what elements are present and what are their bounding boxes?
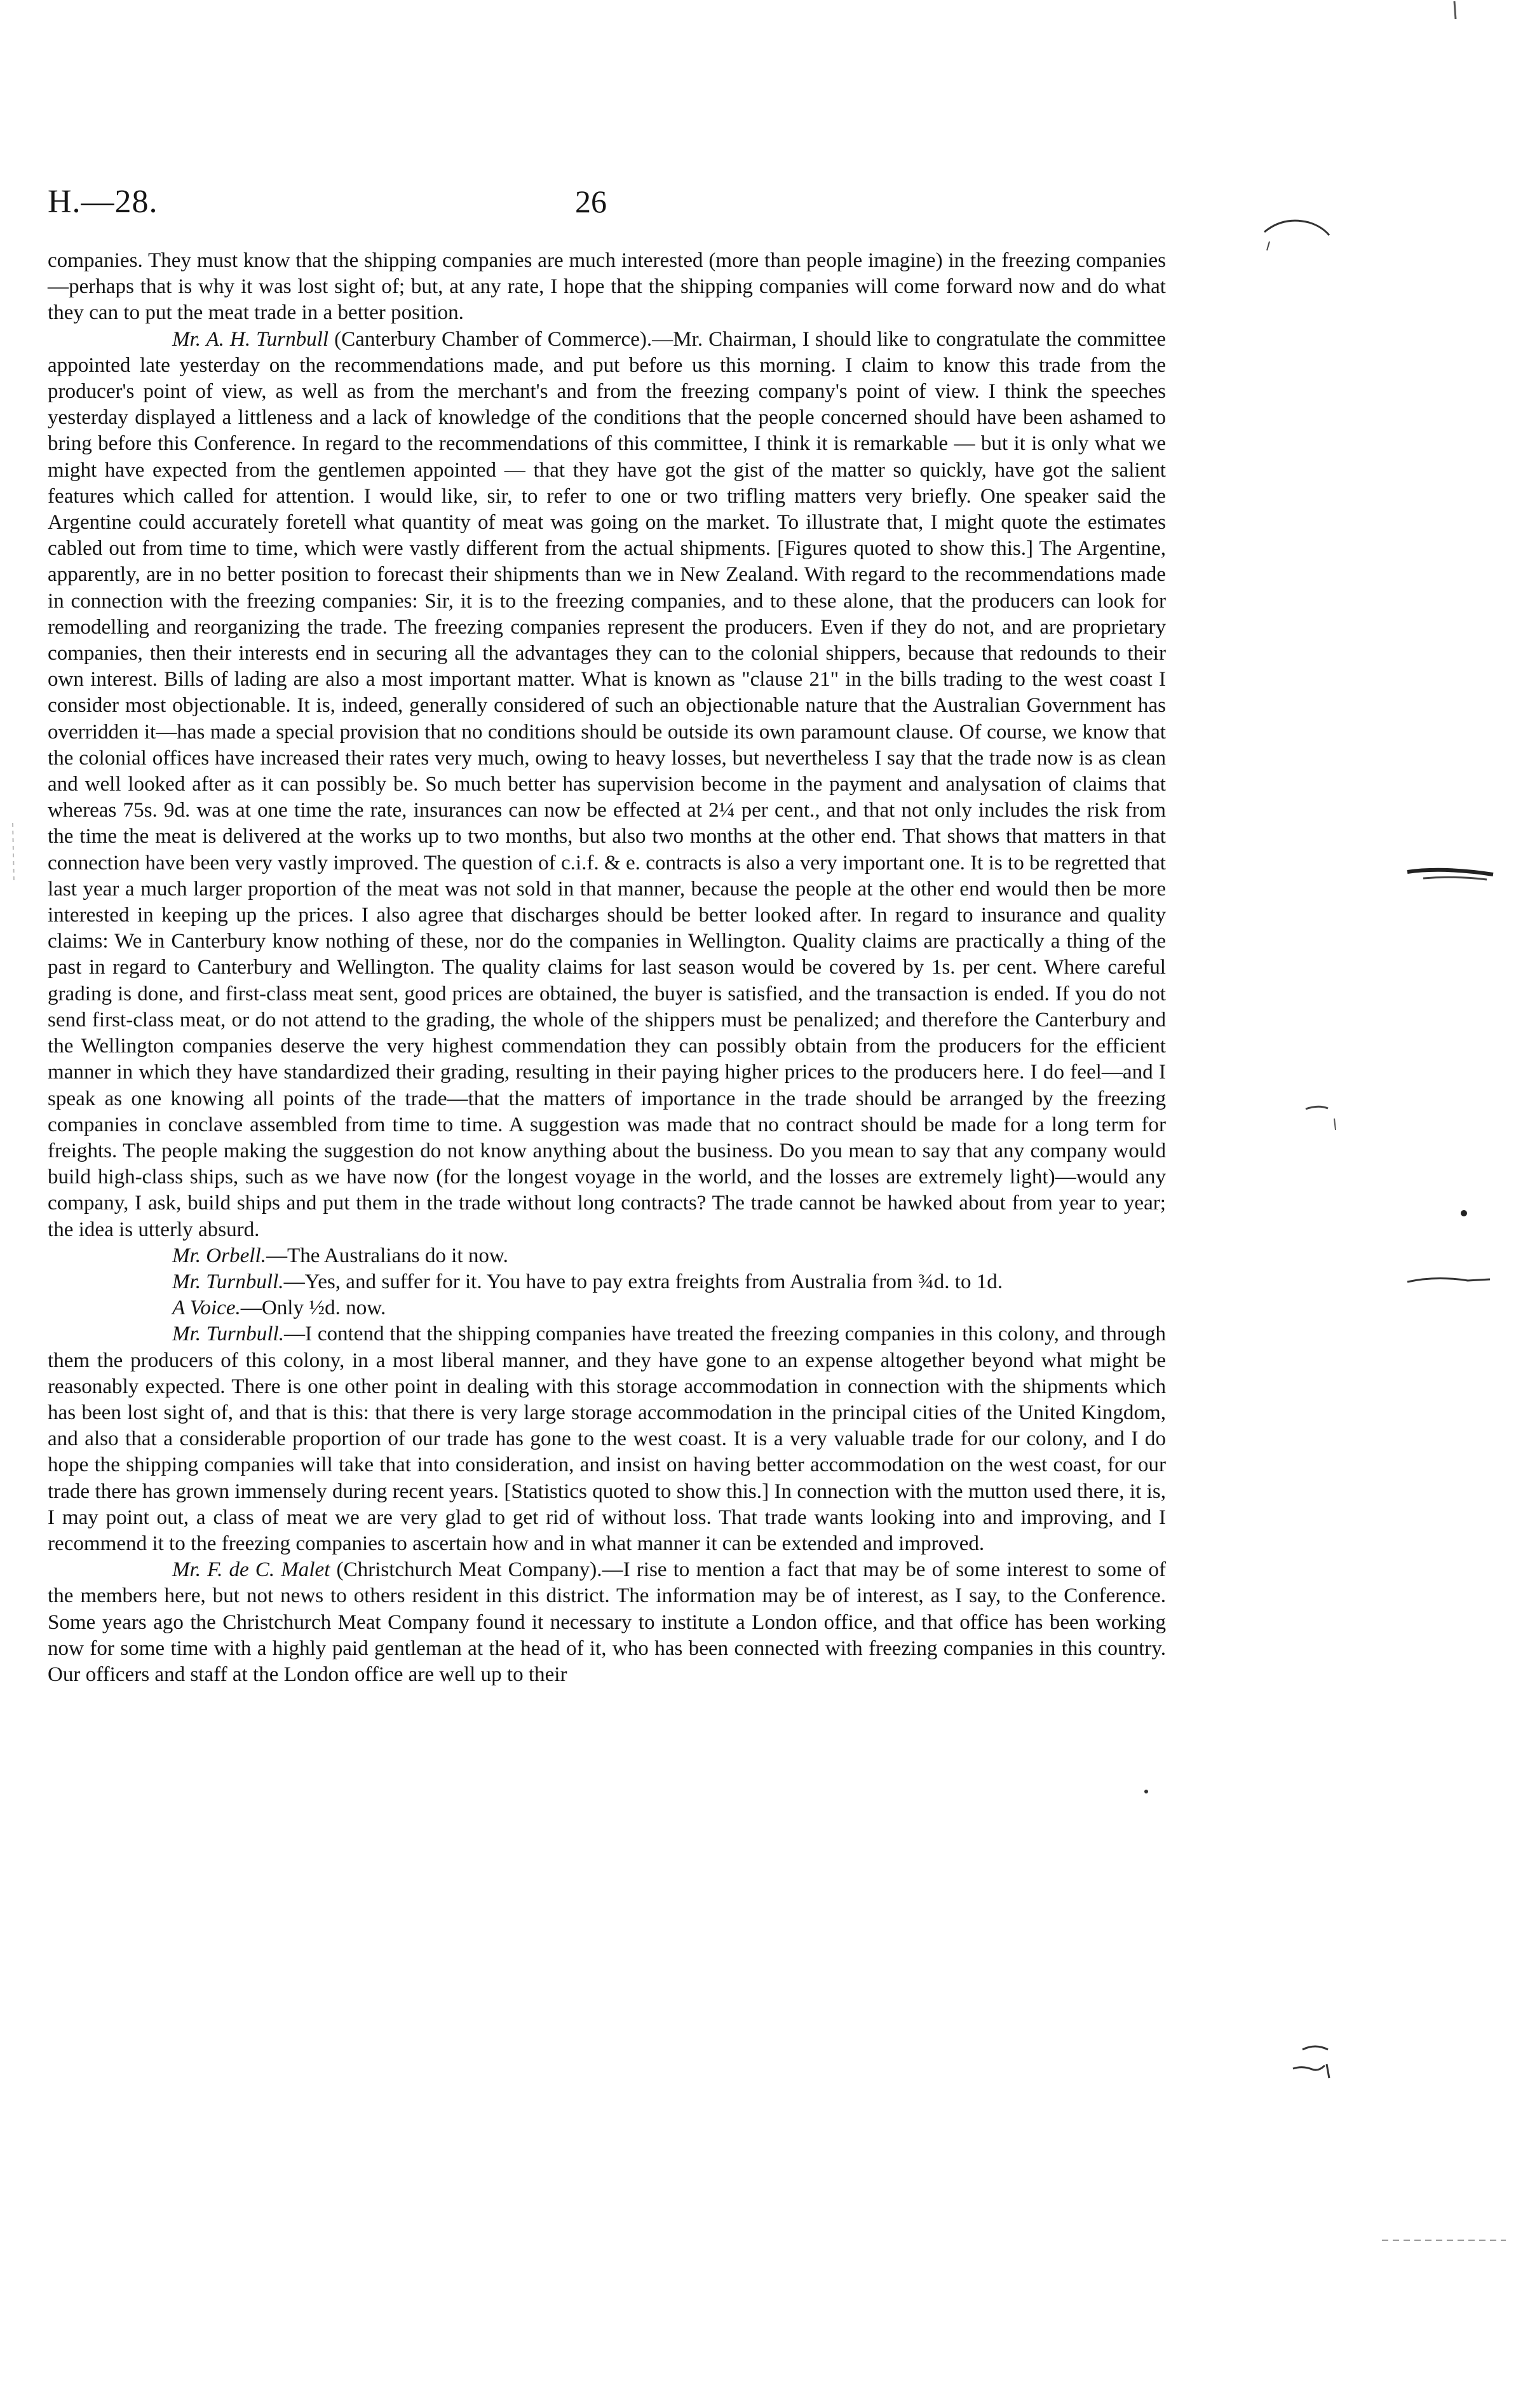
paragraph-text: —I contend that the shipping companies have treated the freezing companies in this colony, and through them the producers of this colony, in a most liberal manner, and they have gone to an expense altogether beyond what might be reasonably expected. There is one other point in dealing with this storage accommodation in connection with the shipments which has been lost sight of, and that is this: that there is very large storage accommodation in the principal cities of the United Kingdom, and also that a considerable proportion of our trade has gone to the west coast. It is a very valuable trade for our colony, and I do hope the shipping companies will take that into consideration, and insist on having better accommodation on the west coast, for our trade there has grown immensely during recent years. [Statistics quoted to show this.] In connection with the mutton used there, it is, I may point out, a class of meat we are very glad to get rid of without loss. That trade wants looking into and improving, and I recommend it to the freezing companies to ascertain how and in what manner it can be extended and improved. — [48, 1323, 1166, 1555]
paragraph-text: —Only ½d. now. — [240, 1296, 386, 1320]
margin-scan-mark — [1379, 2234, 1512, 2247]
speaker-name: Mr. F. de C. Malet — [172, 1558, 330, 1582]
margin-scan-mark — [1404, 858, 1499, 890]
speaker-name: Mr. Turnbull. — [172, 1270, 284, 1293]
paragraph-text: (Canterbury Chamber of Commerce).—Mr. Chairman, I should like to congratulate the committee appointed late yesterday on the recommendations made, and put before us this morning. I claim to know this trade from the producer's point of view, as well as from the merchant's and from the freezing company's point of view. I think the speeches yesterday displayed a littleness and a lack of knowledge of the conditions that the people concerned should have been ashamed to bring before this Conference. In regard to the recommendations of this committee, I think it is remarkable — but it is only what we might have expected from the gentlemen appointed — that they have got the gist of the matter so quickly, have got the salient features which called for attention. I would like, sir, to refer to one or two trifling matters very briefly. One speaker said the Argentine could accurately foretell what quantity of meat was going on the market. To illustrate that, I might quote the estimates cabled out from time to time, which were vastly different from the actual shipments. [Figures quoted to show this.] The Argentine, apparently, are in no better position to forecast their shipments than we in New Zealand. With regard to the recommendations made in connection with the freezing companies: Sir, it is to the freezing companies, and to these alone, that the producers can look for remodelling and reorganizing the trade. The freezing companies represent the producers. Even if they do not, and are proprietary companies, then their interests end in securing all the advantages they can to the colonial shippers, because that redounds to their own interest. Bills of lading are also a most important matter. What is known as "clause 21" in the bills trading to the west coast I consider most objectionable. It is, indeed, generally considered of such an objectionable nature that the Australian Government has overridden it—has made a special provision that no conditions should be outside its own paramount clause. Of course, we know that the colonial offices have increased their rates very much, owing to heavy losses, but nevertheless I say that the trade now is as clean and well looked after as it can possibly be. So much better has supervision become in the payment and analysation of claims that whereas 75s. 9d. was at one time the rate, insurances can now be effected at 2¼ per cent., and that not only includes the risk from the time the meat is delivered at the works up to two months, but also two months at the other end. That shows that matters in that connection have been very vastly improved. The question of c.i.f. & e. contracts is also a very important one. It is to be regretted that last year a much larger proportion of the meat was not sold in that manner, because the people at the other end would then be more interested in keeping up the prices. I also agree that discharges should be better looked after. In regard to insurance and quality claims: We in Canterbury know nothing of these, nor do the companies in Wellington. Quality claims are practically a thing of the past in regard to Canterbury and Wellington. The quality claims for last season would be covered by 1s. per cent. Where careful grading is done, and first-class meat sent, good prices are obtained, the buyer is satisfied, and the transaction is ended. If you do not send first-class meat, or do not attend to the grading, the whole of the shippers must be penalized; and therefore the Canterbury and the Wellington companies deserve the very highest commendation they can possibly obtain from the producers for the efficient manner in which they have standardized their grading, resulting in their paying higher prices to the producers here. I do feel—and I speak as one knowing all points of the trade—that the matters of importance in the trade should be arranged by the freezing companies in conclave assembled from time to time. A suggestion was made that no contract should be made for a long term for freights. The people making the suggestion do not know anything about the business. Do you mean to say that any company would build high-class ships, such as we have now (for the longest voyage in the world, and the losses are extremely light)—would any company, I ask, build ships and put them in the trade without long contracts? The trade cannot be hawked about from year to year; the idea is utterly absurd. — [48, 327, 1166, 1241]
margin-scan-mark — [1140, 1786, 1153, 1799]
paragraph-text: —The Australians do it now. — [266, 1244, 508, 1267]
page-header — [48, 183, 1166, 228]
paragraph — [48, 1321, 1166, 1557]
margin-scan-mark — [1445, 0, 1465, 25]
paragraph — [48, 327, 1166, 1243]
page-number: 26 — [575, 184, 607, 219]
margin-scan-mark — [1455, 1204, 1474, 1223]
margin-scan-mark — [1258, 203, 1334, 254]
speaker-name: Mr. A. H. Turnbull — [172, 327, 329, 351]
paragraph — [48, 1295, 1166, 1321]
margin-scan-mark — [1404, 1268, 1493, 1293]
paragraph — [48, 1557, 1166, 1688]
document-reference: H.—28. — [48, 184, 158, 220]
paragraph — [48, 1243, 1166, 1269]
paragraph-text: companies. They must know that the shipping companies are much interested (more than people imagine) in the freezing companies—perhaps that is why it was lost sight of; but, at any rate, I hope that the shipping companies will come forward now and do what they can to put the meat trade in a better position. — [48, 249, 1166, 325]
margin-scan-mark — [1290, 2040, 1341, 2085]
proceedings-text — [48, 248, 1166, 1688]
speaker-name: A Voice. — [172, 1296, 241, 1320]
paragraph-text: —Yes, and suffer for it. You have to pay extra freights from Australia from ¾d. to 1d. — [283, 1270, 1003, 1293]
speaker-name: Mr. Turnbull. — [172, 1323, 284, 1346]
margin-scan-mark — [1303, 1099, 1341, 1138]
paragraph — [48, 1269, 1166, 1295]
margin-scan-mark — [0, 820, 25, 890]
paragraph — [48, 248, 1166, 327]
speaker-name: Mr. Orbell. — [172, 1244, 266, 1267]
paragraph-text: (Christchurch Meat Company).—I rise to mention a fact that may be of some interest to some of the members here, but not news to others resident in this district. The information may be of interest, as I say, to the Conference. Some years ago the Christchurch Meat Company found it necessary to institute a London office, and that office has been working now for some time with a highly paid gentleman at the head of it, who has been connected with freezing companies in this country. Our officers and staff at the London office are well up to their — [48, 1558, 1167, 1686]
